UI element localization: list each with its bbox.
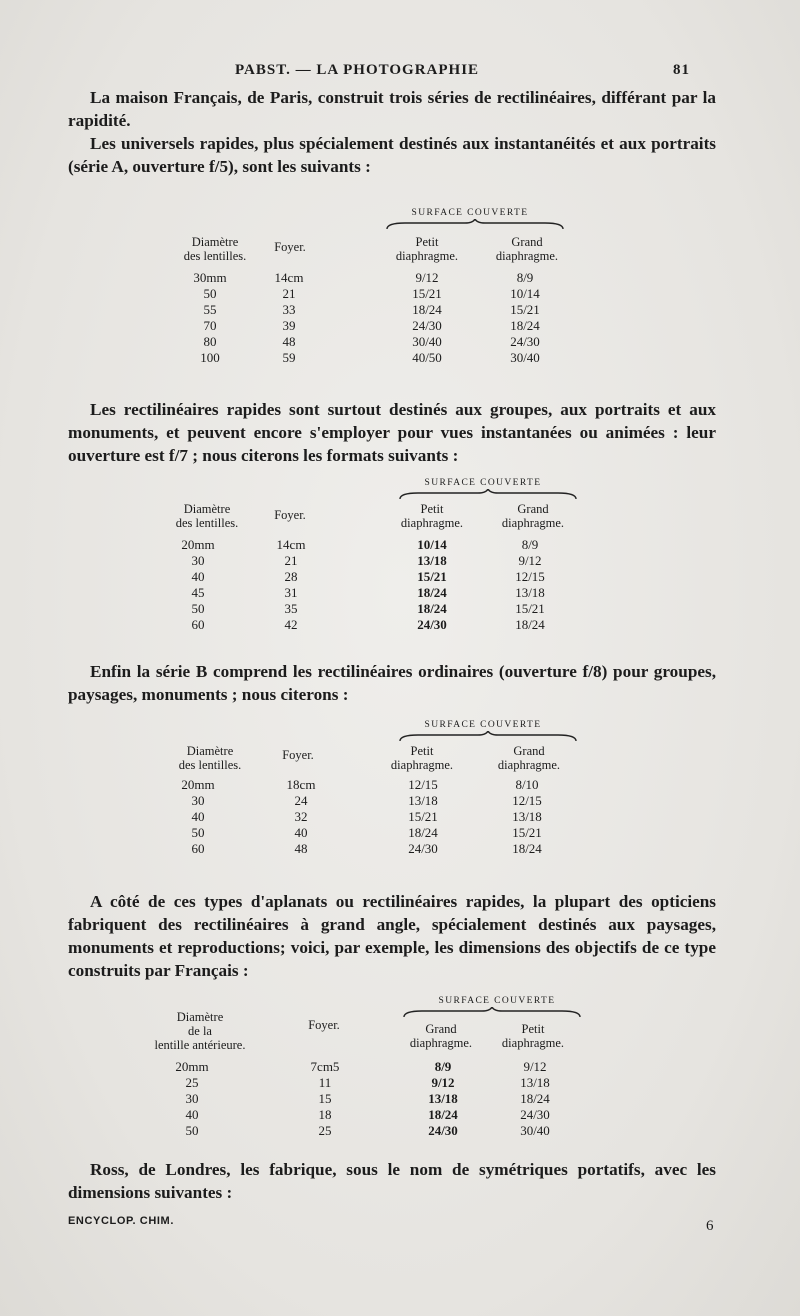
col-header-focal: Foyer. (282, 748, 314, 762)
table-cell: 8/9 (516, 270, 534, 285)
col-header-col3: Petit diaphragme. (390, 744, 454, 772)
col-header-diameter: Diamètre de la lentille antérieure. (154, 1010, 246, 1052)
table-cell: 20mm (181, 537, 215, 552)
table-cell: 15/21 (510, 302, 540, 317)
table-cell: 24/30 (412, 318, 442, 333)
table-row (160, 825, 580, 841)
table-cell: 40 (185, 1107, 199, 1122)
table-cell: 9/12 (523, 1059, 547, 1074)
paragraph-1: La maison Français, de Paris, construit trois séries de rectilinéaires, différant par la rapidité. (68, 88, 716, 130)
table-row (160, 350, 580, 366)
table-cell: 48 (294, 841, 308, 856)
table-cell: 24/30 (510, 334, 540, 349)
table-cell: 50 (203, 286, 217, 301)
table-cell: 25 (318, 1123, 332, 1138)
table-cell: 24/30 (408, 841, 438, 856)
table-row (160, 777, 580, 793)
surface-label: SURFACE COUVERTE (438, 996, 556, 1006)
table-cell: 59 (282, 350, 296, 365)
table-cell: 18/24 (408, 825, 438, 840)
table-cell: 39 (282, 318, 296, 333)
table-row (160, 537, 580, 553)
running-title: PABST. — LA PHOTOGRAPHIE (235, 62, 480, 78)
table-cell: 15 (318, 1091, 332, 1106)
table-row (160, 841, 580, 857)
table-cell: 30/40 (412, 334, 442, 349)
table-row (140, 1107, 600, 1123)
table-row (140, 1075, 600, 1091)
table-cell: 10/14 (510, 286, 540, 301)
page-number: 81 (673, 62, 690, 78)
table-cell: 24 (294, 793, 308, 808)
table-cell: 18/24 (417, 601, 447, 616)
table-cell: 48 (282, 334, 296, 349)
col-header-col4: Petit diaphragme. (501, 1022, 565, 1050)
table-cell: 18/24 (412, 302, 442, 317)
col-header-focal: Foyer. (274, 240, 306, 254)
surface-brace (398, 731, 578, 743)
table-cell: 20mm (175, 1059, 209, 1074)
table-cell: 15/21 (515, 601, 545, 616)
table-row (160, 585, 580, 601)
col-header-focal: Foyer. (308, 1018, 340, 1032)
table-cell: 24/30 (417, 617, 447, 632)
table-cell: 25 (185, 1075, 199, 1090)
table-cell: 45 (191, 585, 205, 600)
table-cell: 60 (191, 841, 205, 856)
table-cell: 32 (294, 809, 308, 824)
table-4 (140, 996, 600, 1156)
col-header-col4: Grand diaphragme. (497, 744, 561, 772)
table-cell: 40 (191, 569, 205, 584)
table-cell: 13/18 (417, 553, 447, 568)
table-cell: 28 (284, 569, 298, 584)
surface-brace (385, 219, 565, 231)
table-cell: 8/10 (515, 777, 539, 792)
table-cell: 13/18 (408, 793, 438, 808)
paragraph-5: A côté de ces types d'aplanats ou rectilinéaires rapides, la plupart des opticiens fabriquent des rectilinéaires à grand angle, spécialement destinés aux paysages, monuments et reproductions; voici, par exemple, les dimensions des objectifs de ce type construits par Français : (68, 892, 716, 980)
table-row (160, 793, 580, 809)
paragraph-2: Les universels rapides, plus spécialement destinés aux instantanéités et aux portraits (série A, ouverture f/5), sont les suivants : (68, 134, 716, 176)
table-cell: 55 (203, 302, 217, 317)
table-cell: 18/24 (417, 585, 447, 600)
table-cell: 15/21 (408, 809, 438, 824)
table-cell: 30 (191, 553, 205, 568)
table-cell: 18/24 (510, 318, 540, 333)
table-cell: 13/18 (512, 809, 542, 824)
table-row (160, 334, 580, 350)
table-cell: 100 (200, 350, 220, 365)
col-header-focal: Foyer. (274, 508, 306, 522)
table-cell: 24/30 (428, 1123, 458, 1138)
table-1 (160, 205, 580, 385)
table-cell: 31 (284, 585, 298, 600)
table-cell: 9/12 (518, 553, 542, 568)
paragraph-3: Les rectilinéaires rapides sont surtout destinés aux groupes, aux portraits et aux monuments, et peuvent encore s'employer pour vues instantanées ou animées : leur ouverture est f/7 ; nous citerons les formats suivants : (68, 400, 716, 465)
table-cell: 14cm (276, 537, 306, 552)
table-cell: 60 (191, 617, 205, 632)
table-cell: 13/18 (515, 585, 545, 600)
table-row (140, 1123, 600, 1139)
table-cell: 15/21 (412, 286, 442, 301)
table-cell: 18/24 (515, 617, 545, 632)
table-row (140, 1091, 600, 1107)
table-cell: 20mm (181, 777, 215, 792)
table-cell: 9/12 (431, 1075, 455, 1090)
table-cell: 30/40 (510, 350, 540, 365)
footer-signature: ENCYCLOP. CHIM. (68, 1215, 174, 1227)
table-row (160, 302, 580, 318)
table-cell: 30/40 (520, 1123, 550, 1138)
col-header-col4: Grand diaphragme. (495, 235, 559, 263)
table-cell: 80 (203, 334, 217, 349)
table-cell: 50 (191, 601, 205, 616)
table-row (160, 617, 580, 633)
table-cell: 40 (294, 825, 308, 840)
surface-label: SURFACE COUVERTE (424, 720, 542, 730)
table-cell: 21 (284, 553, 298, 568)
surface-brace (402, 1007, 582, 1019)
table-row (140, 1059, 600, 1075)
table-row (160, 553, 580, 569)
table-cell: 18 (318, 1107, 332, 1122)
col-header-diameter: Diamètre des lentilles. (178, 744, 242, 772)
paragraph-6: Ross, de Londres, les fabrique, sous le nom de symétriques portatifs, avec les dimensions suivantes : (68, 1160, 716, 1202)
table-cell: 18/24 (520, 1091, 550, 1106)
table-cell: 35 (284, 601, 298, 616)
table-cell: 8/9 (434, 1059, 452, 1074)
table-cell: 13/18 (428, 1091, 458, 1106)
table-cell: 8/9 (521, 537, 539, 552)
table-cell: 15/21 (512, 825, 542, 840)
table-cell: 12/15 (512, 793, 542, 808)
table-2 (160, 478, 580, 648)
table-cell: 40/50 (412, 350, 442, 365)
table-cell: 70 (203, 318, 217, 333)
table-cell: 18/24 (428, 1107, 458, 1122)
table-cell: 18cm (286, 777, 316, 792)
table-cell: 30 (185, 1091, 199, 1106)
table-cell: 42 (284, 617, 298, 632)
table-cell: 11 (318, 1075, 332, 1090)
col-header-diameter: Diamètre des lentilles. (183, 235, 247, 263)
table-cell: 33 (282, 302, 296, 317)
table-cell: 50 (185, 1123, 199, 1138)
table-cell: 15/21 (417, 569, 447, 584)
col-header-col4: Grand diaphragme. (501, 502, 565, 530)
table-cell: 13/18 (520, 1075, 550, 1090)
table-row (160, 270, 580, 286)
table-cell: 12/15 (515, 569, 545, 584)
table-3 (160, 720, 580, 880)
surface-label: SURFACE COUVERTE (411, 208, 529, 218)
col-header-col3: Petit diaphragme. (395, 235, 459, 263)
table-row (160, 286, 580, 302)
table-cell: 50 (191, 825, 205, 840)
table-row (160, 318, 580, 334)
surface-brace (398, 489, 578, 501)
table-cell: 9/12 (415, 270, 439, 285)
surface-label: SURFACE COUVERTE (424, 478, 542, 488)
table-cell: 30mm (193, 270, 227, 285)
table-cell: 21 (282, 286, 296, 301)
table-cell: 30 (191, 793, 205, 808)
col-header-diameter: Diamètre des lentilles. (175, 502, 239, 530)
table-cell: 18/24 (512, 841, 542, 856)
table-row (160, 809, 580, 825)
signature-number: 6 (706, 1218, 714, 1234)
table-cell: 7cm5 (310, 1059, 340, 1074)
table-row (160, 601, 580, 617)
table-cell: 24/30 (520, 1107, 550, 1122)
table-cell: 14cm (274, 270, 304, 285)
table-cell: 12/15 (408, 777, 438, 792)
col-header-col3: Grand diaphragme. (409, 1022, 473, 1050)
table-cell: 10/14 (417, 537, 447, 552)
paragraph-4: Enfin la série B comprend les rectilinéaires ordinaires (ouverture f/8) pour groupes, paysages, monuments ; nous citerons : (68, 662, 716, 704)
table-cell: 40 (191, 809, 205, 824)
table-row (160, 569, 580, 585)
col-header-col3: Petit diaphragme. (400, 502, 464, 530)
